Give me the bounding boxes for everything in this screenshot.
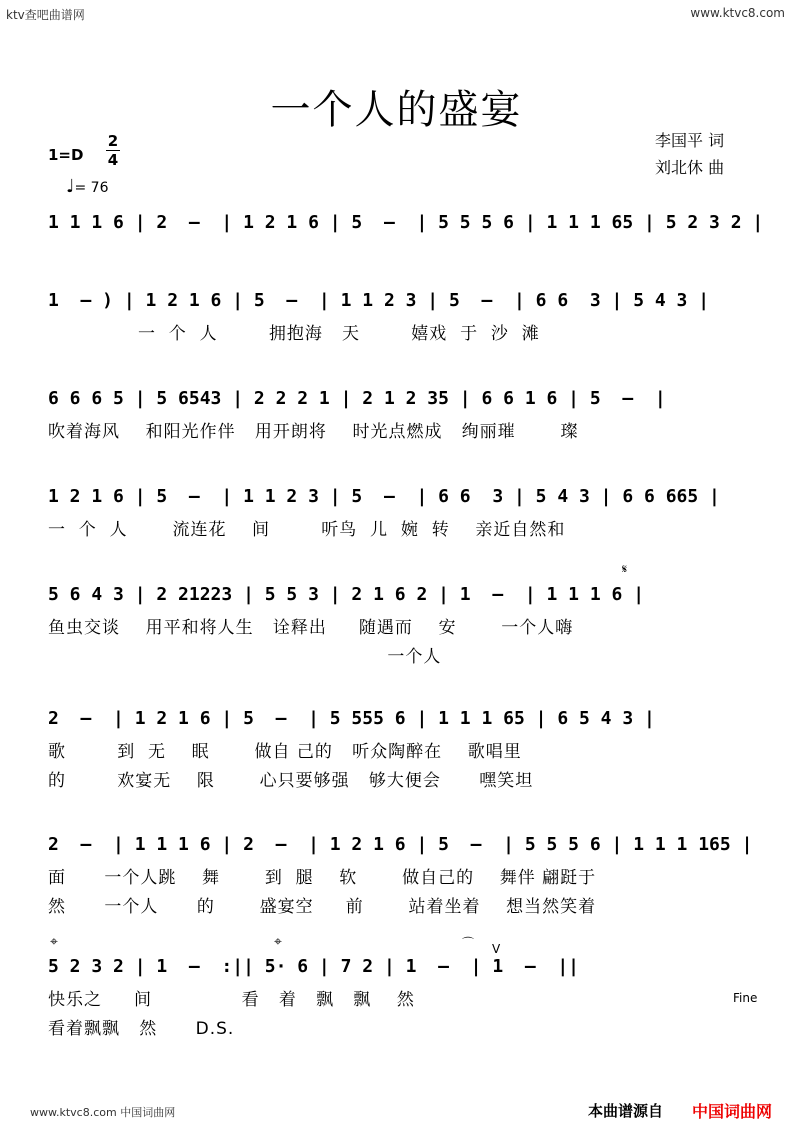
- time-signature-top: 2: [107, 132, 119, 150]
- notes-line: 1 1 1 6 | 2 – | 1 2 1 6 | 5 – | 5 5 5 6 | 1 1 1 65 | 5 2 3 2 |: [48, 212, 764, 233]
- notes-line: 5 2 3 2 | 1 – :|| 5· 6 | 7 2 | 1 – | 1 – ||: [48, 956, 580, 977]
- song-title: 一个人的盛宴: [270, 87, 523, 133]
- quarter-note-icon: ♩: [66, 176, 75, 197]
- footer-brand-link[interactable]: 中国词曲网: [692, 1102, 773, 1121]
- notes-line: 1 – ) | 1 2 1 6 | 5 – | 1 1 2 3 | 5 – | 6 6 3 | 5 4 3 |: [48, 290, 710, 311]
- lyrics-line: 鱼虫交谈 用平和将人生 诠释出 随遇而 安 一个人嗨: [48, 618, 574, 638]
- fermata-icon: ⌒: [462, 936, 475, 950]
- lyrics-line: 一 个 人 流连花 间 听鸟 儿 婉 转 亲近自然和: [48, 520, 566, 540]
- tempo-value: = 76: [74, 180, 109, 196]
- score-row: [48, 584, 758, 667]
- score-row: [48, 834, 758, 917]
- notes-line: 2 – | 1 1 1 6 | 2 – | 1 2 1 6 | 5 – | 5 5 5 6 | 1 1 1 165 |: [48, 834, 753, 855]
- notes-line: 6 6 6 5 | 5 6543 | 2 2 2 1 | 2 1 2 35 | 6 6 1 6 | 5 – |: [48, 388, 666, 409]
- time-signature-bottom: 4: [107, 151, 119, 169]
- lyrics-line: 吹着海风 和阳光作伴 用开朗将 时光点燃成 绚丽璀 璨: [48, 422, 579, 442]
- score-row: [48, 388, 758, 442]
- segno-icon: 𝄋: [622, 562, 628, 576]
- score-row: [48, 290, 758, 344]
- fine-marking: Fine: [733, 991, 758, 1005]
- notes-line: 5 6 4 3 | 2 21223 | 5 5 3 | 2 1 6 2 | 1 – | 1 1 1 6 |: [48, 584, 645, 605]
- lyrics-line: 看着飘飘 然 D.S.: [48, 1019, 235, 1039]
- notes-line: 1 2 1 6 | 5 – | 1 1 2 3 | 5 – | 6 6 3 | 5 4 3 | 6 6 665 |: [48, 486, 720, 507]
- lyrics-line: 一 个 人 拥抱海 天 嬉戏 于 沙 滩: [138, 324, 540, 344]
- key-signature: 1=D: [48, 146, 84, 164]
- score-row: [48, 486, 758, 540]
- footer-watermark: www.ktvc8.com 中国词曲网: [30, 1106, 176, 1119]
- score-row: [48, 708, 758, 791]
- time-signature: [106, 133, 120, 168]
- tempo-marking: [66, 176, 109, 197]
- lyrics-line: 然 一个人 的 盛宴空 前 站着坐着 想当然笑着: [48, 897, 597, 917]
- breath-mark-icon: V: [492, 942, 501, 956]
- notes-line: 2 – | 1 2 1 6 | 5 – | 5 555 6 | 1 1 1 65 | 6 5 4 3 |: [48, 708, 655, 729]
- score-row: [48, 956, 758, 1039]
- lyrics-line: 面 一个人跳 舞 到 腿 软 做自己的 舞伴 翩跹于: [48, 868, 597, 888]
- coda-icon: ⌖: [50, 934, 58, 950]
- lyricist-credit: 李国平 词: [655, 131, 725, 150]
- lyrics-line: 歌 到 无 眠 做自 己的 听众陶醉在 歌唱里: [48, 742, 522, 762]
- watermark-top-left: ktv查吧曲谱网: [6, 8, 85, 22]
- lyrics-line: 一个人: [48, 647, 442, 667]
- footer-source-label: 本曲谱源自: [588, 1102, 664, 1120]
- watermark-top-right: www.ktvc8.com: [690, 6, 785, 20]
- lyrics-line: 快乐之 间 看 着 飘 飘 然: [48, 990, 415, 1010]
- coda-icon: ⌖: [274, 934, 282, 950]
- composer-credit: 刘北休 曲: [655, 158, 725, 177]
- lyrics-line: 的 欢宴无 限 心只要够强 够大便会 嘿笑坦: [48, 771, 534, 791]
- score-row: [48, 212, 764, 233]
